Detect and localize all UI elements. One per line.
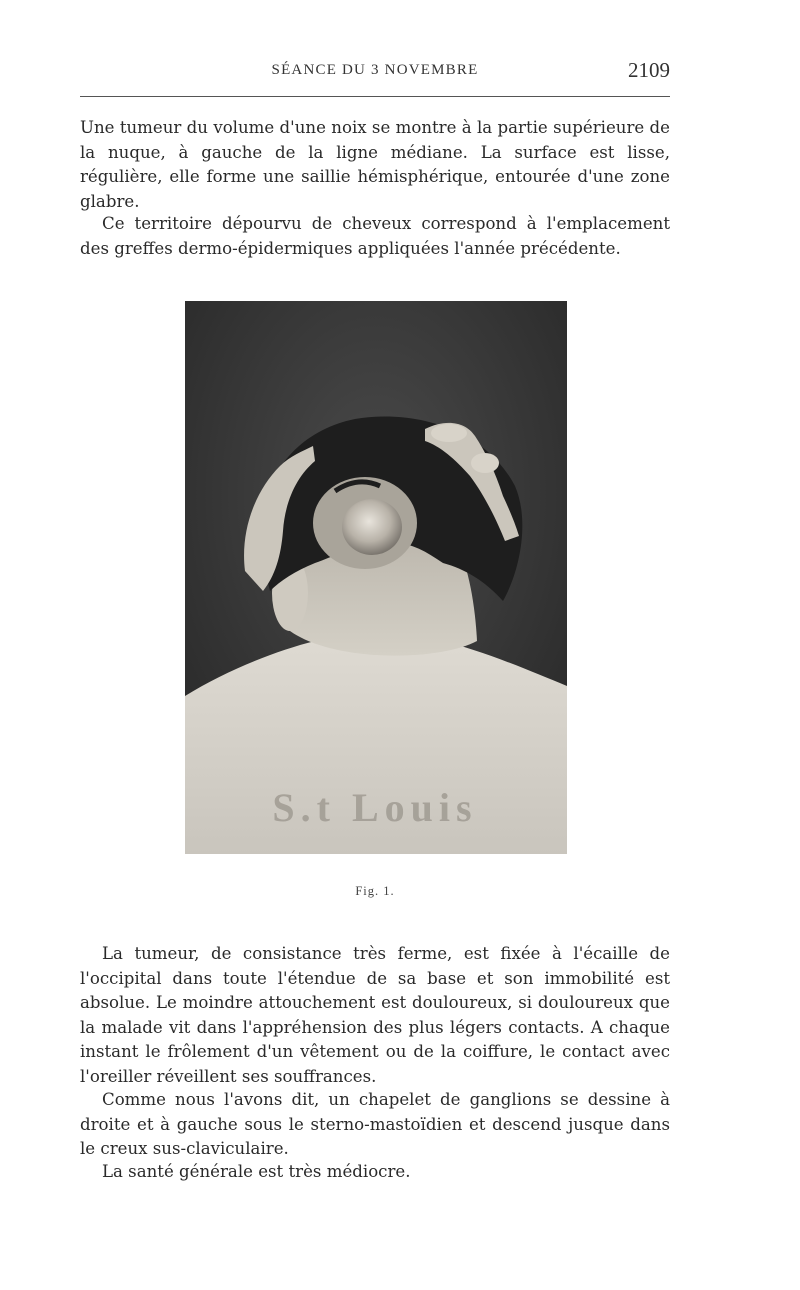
body-paragraph-1: Une tumeur du volume d'une noix se montre à la partie supérieure de la nuque, à gauche de la ligne médiane. La surface est lisse, régulière, elle forme une saillie hémisphérique, entourée d'une zone glabre. [80, 118, 670, 211]
figure-caption: Fig. 1. [355, 884, 395, 898]
body-paragraph-5: La santé générale est très médiocre. [102, 1162, 411, 1181]
running-header [80, 58, 670, 84]
page-number: 2109 [628, 58, 670, 82]
body-paragraph-3: La tumeur, de consistance très ferme, est fixée à l'écaille de l'occipital dans toute l'étendue de sa base et son immobilité est absolue. Le moindre attouchement est douloureux, si douloureux que la malade vit dans l'appréhension des plus légers contacts. A chaque instant le frôlement d'un vêtement ou de la coiffure, le contact avec l'oreiller réveillent ses souffrances. [80, 944, 670, 1086]
header-rule [80, 96, 670, 97]
right-fingertip [471, 453, 499, 473]
patient-photo-illustration [185, 301, 567, 854]
figure-photograph [185, 301, 567, 854]
running-title: SÉANCE DU 3 NOVEMBRE [271, 62, 479, 78]
right-fingertip-2 [431, 424, 467, 442]
tumor [342, 499, 402, 555]
body-paragraph-2: Ce territoire dépourvu de cheveux correspond à l'emplacement des greffes dermo-épidermiques appliquées l'année précédente. [80, 214, 670, 258]
body-paragraph-4: Comme nous l'avons dit, un chapelet de ganglions se dessine à droite et à gauche sous le sterno-mastoïdien et descend jusque dans le creux sus-claviculaire. [80, 1090, 670, 1158]
garment-stamp: S.t Louis [272, 785, 478, 830]
